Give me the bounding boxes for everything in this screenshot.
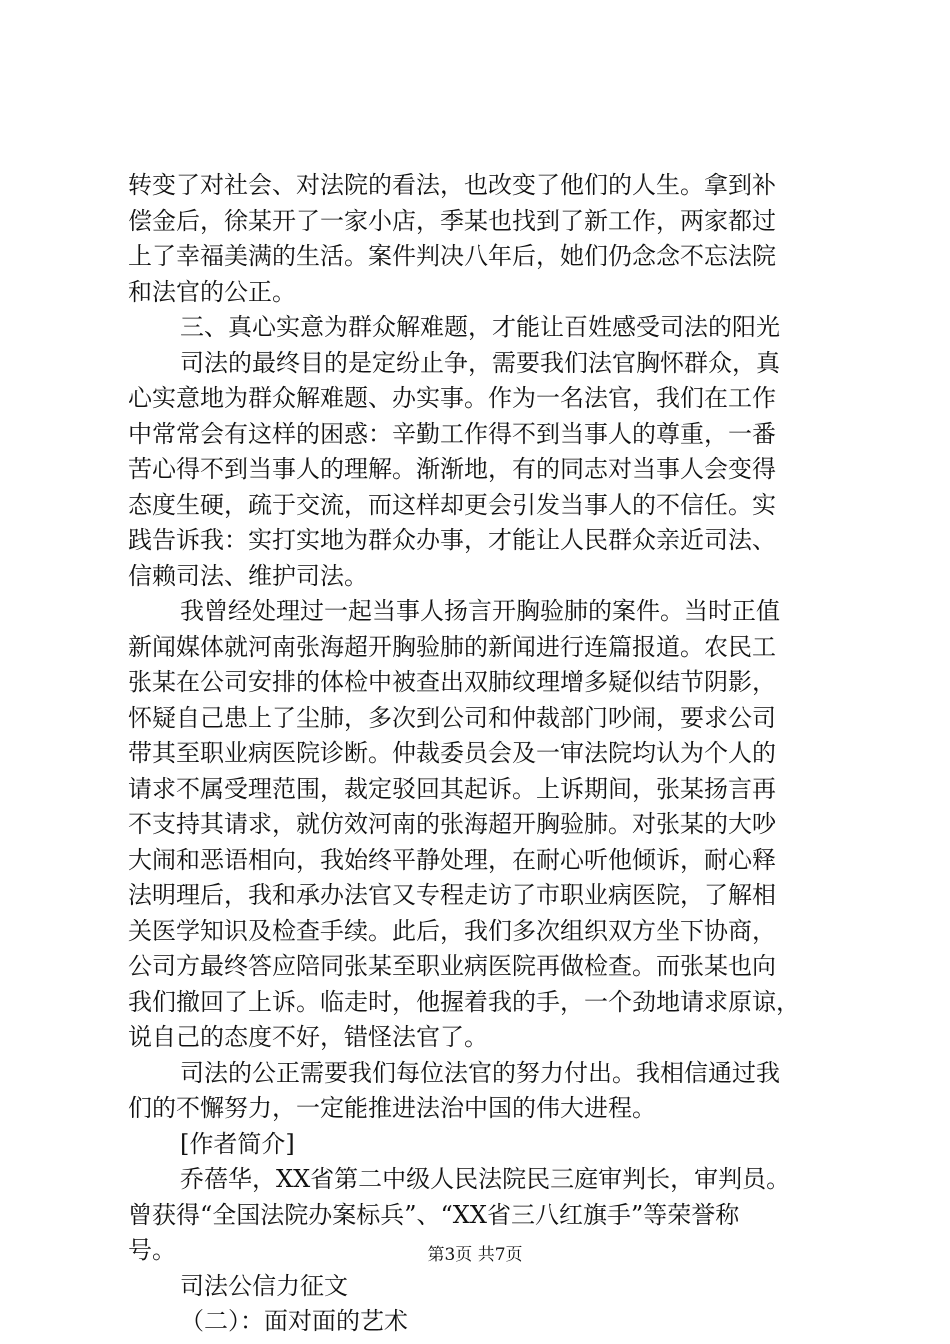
- text-line: 公司方最终答应陪同张某至职业病医院再做检查。而张某也向: [128, 952, 776, 980]
- text-line: 践告诉我：实打实地为群众办事，才能让人民群众亲近司法、: [128, 526, 776, 554]
- text-line: 大闹和恶语相向，我始终平静处理，在耐心听他倾诉，耐心释: [128, 845, 776, 874]
- section-heading: 三、真心实意为群众解难题，才能让百姓感受司法的阳光: [180, 313, 780, 341]
- document-body: [128, 168, 832, 1340]
- essay-series-title: 司法公信力征文: [180, 1271, 348, 1300]
- text-line: 我曾经处理过一起当事人扬言开胸验肺的案件。当时正值: [180, 597, 780, 625]
- text-line: 信赖司法、维护司法。: [128, 561, 368, 590]
- text-line: 上了幸福美满的生活。案件判决八年后，她们仍念念不忘法院: [128, 242, 776, 270]
- text-line: 态度生硬，疏于交流，而这样却更会引发当事人的不信任。实: [128, 490, 776, 519]
- text-line: 说自己的态度不好，错怪法官了。: [128, 1023, 488, 1051]
- text-line: 司法的公正需要我们每位法官的努力付出。我相信通过我: [180, 1058, 780, 1087]
- text-line: 怀疑自己患上了尘肺，多次到公司和仲裁部门吵闹，要求公司: [128, 703, 776, 732]
- text-line: 我们撤回了上诉。临走时，他握着我的手，一个劲地请求原谅，: [128, 987, 800, 1016]
- author-intro-heading: [作者简介]: [180, 1129, 295, 1158]
- text-line: 法明理后，我和承办法官又专程走访了市职业病医院，了解相: [128, 881, 776, 909]
- text-line: 心实意地为群众解难题、办实事。作为一名法官，我们在工作: [128, 384, 776, 412]
- text-line: 苦心得不到当事人的理解。渐渐地，有的同志对当事人会变得: [128, 455, 776, 483]
- text-line: 带其至职业病医院诊断。仲裁委员会及一审法院均认为个人的: [128, 739, 776, 767]
- text-line: 关医学知识及检查手续。此后，我们多次组织双方坐下协商，: [128, 916, 776, 945]
- text-line: 和法官的公正。: [128, 277, 296, 306]
- text-line: 们的不懈努力，一定能推进法治中国的伟大进程。: [128, 1094, 656, 1122]
- text-line: 曾获得“全国法院办案标兵”、“XX省三八红旗手”等荣誉称: [128, 1200, 740, 1229]
- text-line: 乔蓓华，XX省第二中级人民法院民三庭审判长，审判员。: [180, 1165, 791, 1193]
- text-line: 张某在公司安排的体检中被查出双肺纹理增多疑似结节阴影，: [128, 668, 776, 696]
- essay-subtitle: （二）：面对面的艺术: [180, 1307, 408, 1335]
- text-line: 不支持其请求，就仿效河南的张海超开胸验肺。对张某的大吵: [128, 810, 776, 838]
- text-line: 请求不属受理范围，裁定驳回其起诉。上诉期间，张某扬言再: [128, 774, 776, 803]
- text-line: 号。: [128, 1236, 176, 1264]
- text-line: 新闻媒体就河南张海超开胸验肺的新闻进行连篇报道。农民工: [128, 632, 776, 661]
- page-number-footer: 第3页 共7页: [427, 1245, 523, 1265]
- text-line: 转变了对社会、对法院的看法，也改变了他们的人生。拿到补: [128, 171, 776, 199]
- text-line: 中常常会有这样的困惑：辛勤工作得不到当事人的尊重，一番: [128, 419, 776, 448]
- text-line: 司法的最终目的是定纷止争，需要我们法官胸怀群众，真: [180, 348, 780, 377]
- text-line: 偿金后，徐某开了一家小店，季某也找到了新工作，两家都过: [128, 206, 776, 235]
